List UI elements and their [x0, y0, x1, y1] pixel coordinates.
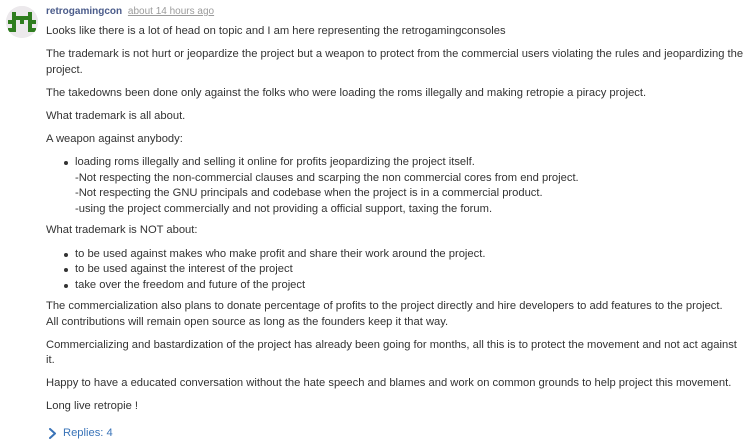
paragraph: The takedowns been done only against the folks who were loading the roms illegally and making retropie a piracy project.: [46, 86, 647, 99]
about-list: [46, 155, 746, 217]
space-invader-icon: [6, 6, 38, 38]
comment: [46, 5, 746, 444]
replies-toggle[interactable]: [48, 427, 113, 439]
list-item: to be used against the interest of the project: [75, 262, 746, 278]
avatar[interactable]: [6, 6, 38, 38]
chevron-right-icon: [48, 428, 57, 439]
list-subitem: -using the project commercially and not providing a official support, taxing the forum.: [75, 202, 493, 215]
list-item: take over the freedom and future of the project: [75, 278, 746, 294]
list-item: [75, 155, 746, 217]
paragraph: The trademark is not hurt or jeopardize the project but a weapon to protect from the commercial users violating the rules and jeopardizing the project.: [46, 48, 744, 76]
list-subitem: -Not respecting the non-commercial clauses and scarping the non commercial cores from end project.: [75, 171, 579, 184]
not-about-heading: What trademark is NOT about:: [46, 224, 198, 236]
paragraph: Happy to have a educated conversation without the hate speech and blames and work on common grounds to help project this movement.: [46, 377, 732, 389]
paragraph: A weapon against anybody:: [46, 132, 183, 145]
list-item: to be used against makes who make profit and share their work around the project.: [75, 247, 746, 263]
timestamp-link[interactable]: about 14 hours ago: [127, 6, 215, 17]
not-about-list: [46, 247, 746, 294]
paragraph-line: The commercialization also plans to donate percentage of profits to the project directly and hire developers to add features to the project.: [46, 300, 723, 312]
comment-meta: [46, 5, 746, 19]
paragraph: What trademark is all about.: [46, 109, 186, 122]
paragraph: [46, 299, 746, 330]
replies-label: Replies: 4: [63, 427, 113, 439]
author-link[interactable]: retrogamingcon: [46, 6, 123, 17]
paragraph: Long live retropie !: [46, 400, 139, 412]
paragraph-line: All contributions will remain open source as long as the founders keep it that way.: [46, 315, 449, 328]
list-subitem: -Not respecting the GNU principals and codebase when the project is in a commercial product.: [75, 187, 543, 199]
paragraph: Looks like there is a lot of head on topic and I am here representing the retrogamingconsoles: [46, 25, 506, 37]
list-item-text: loading roms illegally and selling it online for profits jeopardizing the project itself.: [75, 156, 475, 168]
paragraph: Commercializing and bastardization of the project has already been going for months, all this is to protect the movement and not act against it.: [46, 338, 737, 366]
comment-body: [46, 24, 746, 415]
